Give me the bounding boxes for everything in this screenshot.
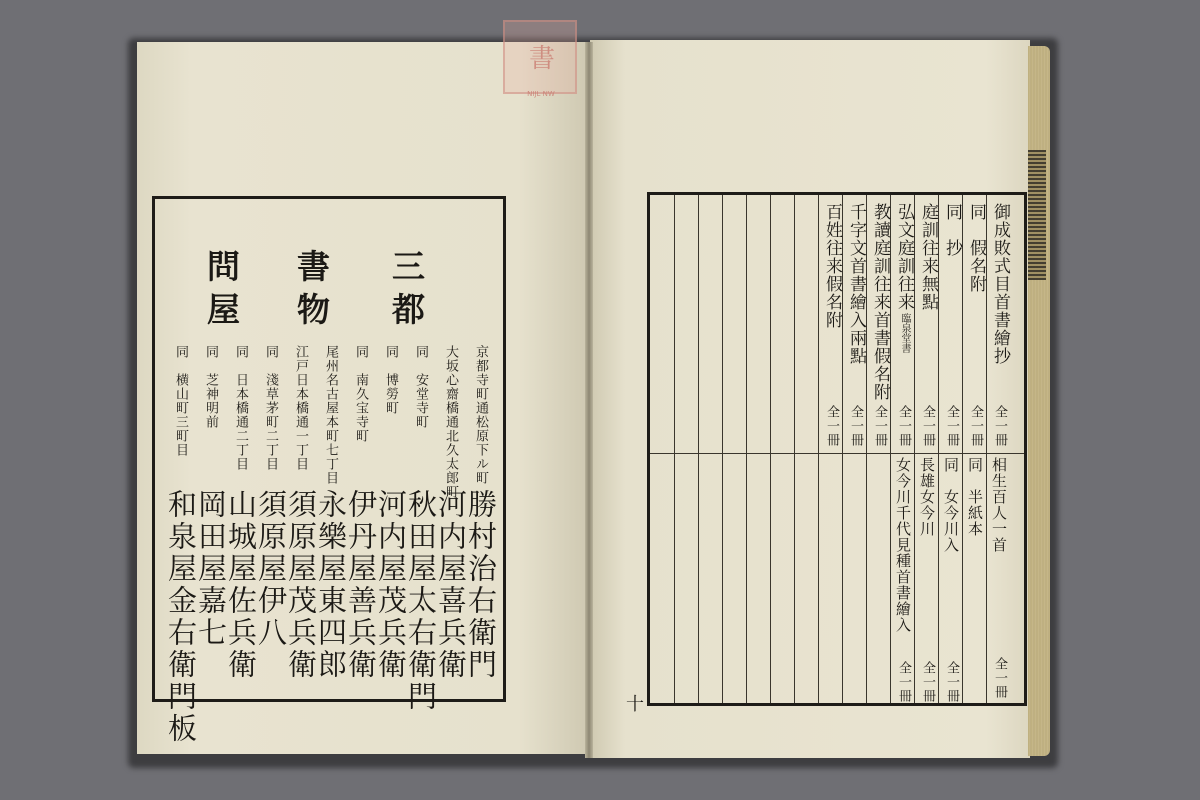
shop-6: 永樂屋東四郎 [314, 489, 348, 681]
volume-8: 全一冊 [824, 405, 839, 447]
shop-10: 岡田屋嘉七 [194, 489, 228, 649]
catalog-title-6: 教讀庭訓往来首書假名附 [870, 203, 890, 401]
column-rule [962, 195, 963, 703]
address-4: 同 博勞町 [383, 345, 398, 415]
address-7: 江戸日本橋通一丁目 [293, 345, 308, 471]
column-rule [866, 195, 867, 703]
shop-3: 秋田屋太右衛門 [404, 489, 438, 713]
address-2: 大坂心齋橋通北久太郎町 [443, 345, 458, 499]
shop-7: 須原屋茂兵衛 [284, 489, 318, 681]
detail-4: 長雄女今川 [918, 457, 936, 537]
address-11: 同 横山町三町目 [173, 345, 188, 457]
column-rule [986, 195, 987, 703]
publisher-note: 臨泉堂書 [899, 313, 910, 353]
column-rule [842, 195, 843, 703]
address-3: 同 安堂寺町 [413, 345, 428, 429]
shop-2: 河内屋喜兵衛 [434, 489, 468, 681]
volume-bottom-2: 全一冊 [944, 661, 959, 703]
volume-bottom-3: 全一冊 [920, 661, 935, 703]
catalog-title-3: 同 抄 [942, 203, 962, 257]
detail-3: 同 女今川入 [942, 457, 960, 553]
column-rule [914, 195, 915, 703]
shop-1: 勝村治右衛門 [464, 489, 498, 681]
volume-7: 全一冊 [848, 405, 863, 447]
detail-1: 相生百人一首 [990, 457, 1008, 553]
volume-2: 全一冊 [968, 405, 983, 447]
catalog-title-7: 千字文首書繪入兩點 [846, 203, 866, 365]
column-rule [794, 195, 795, 703]
detail-5: 女今川千代見種首書繪入 [894, 457, 912, 633]
catalog-title-8: 百姓往来假名附 [822, 203, 842, 329]
catalog-title-1: 御成敗式目首書繪抄 [990, 203, 1010, 365]
catalog-divider [650, 453, 1024, 454]
page-number: 十 [626, 694, 644, 715]
address-5: 同 南久宝寺町 [353, 345, 368, 443]
column-rule [890, 195, 891, 703]
detail-2: 同 半紙本 [966, 457, 984, 537]
volume-bottom-1: 全一冊 [992, 657, 1007, 699]
column-rule [818, 195, 819, 703]
address-6: 尾州名古屋本町七丁目 [323, 345, 338, 485]
shop-9: 山城屋佐兵衛 [224, 489, 258, 681]
heading-toiya: 問屋 [202, 249, 241, 335]
volume-6: 全一冊 [872, 405, 887, 447]
address-9: 同 日本橋通二丁目 [233, 345, 248, 471]
address-8: 同 淺草茅町二丁目 [263, 345, 278, 471]
shop-8: 須原屋伊八 [254, 489, 288, 649]
column-rule [698, 195, 699, 703]
volume-1: 全一冊 [992, 405, 1007, 447]
seal-caption: NIJL NW [527, 90, 555, 98]
column-rule [674, 195, 675, 703]
shop-11: 和泉屋金右衛門板 [164, 489, 198, 745]
column-rule [938, 195, 939, 703]
catalog-title-4: 庭訓往来無點 [918, 203, 938, 311]
column-rule [770, 195, 771, 703]
catalog-frame [647, 192, 1027, 706]
book-gutter [585, 42, 593, 758]
volume-5: 全一冊 [896, 405, 911, 447]
catalog-title-5: 弘文庭訓往来 [894, 203, 914, 311]
heading-shomotsu: 書物 [292, 249, 331, 335]
shop-4: 河内屋茂兵衛 [374, 489, 408, 681]
publisher-list-frame [152, 196, 506, 745]
address-10: 同 芝神明前 [203, 345, 218, 429]
volume-bottom-4: 全一冊 [896, 661, 911, 703]
catalog-title-2: 同 假名附 [966, 203, 986, 293]
shop-5: 伊丹屋善兵衛 [344, 489, 378, 681]
address-1: 京都寺町通松原下ル町 [473, 345, 488, 485]
volume-3: 全一冊 [944, 405, 959, 447]
library-seal-icon: 書 [503, 20, 577, 94]
column-rule [746, 195, 747, 703]
heading-santo: 三都 [387, 249, 426, 335]
spine-label [1028, 150, 1046, 280]
column-rule [722, 195, 723, 703]
volume-4: 全一冊 [920, 405, 935, 447]
